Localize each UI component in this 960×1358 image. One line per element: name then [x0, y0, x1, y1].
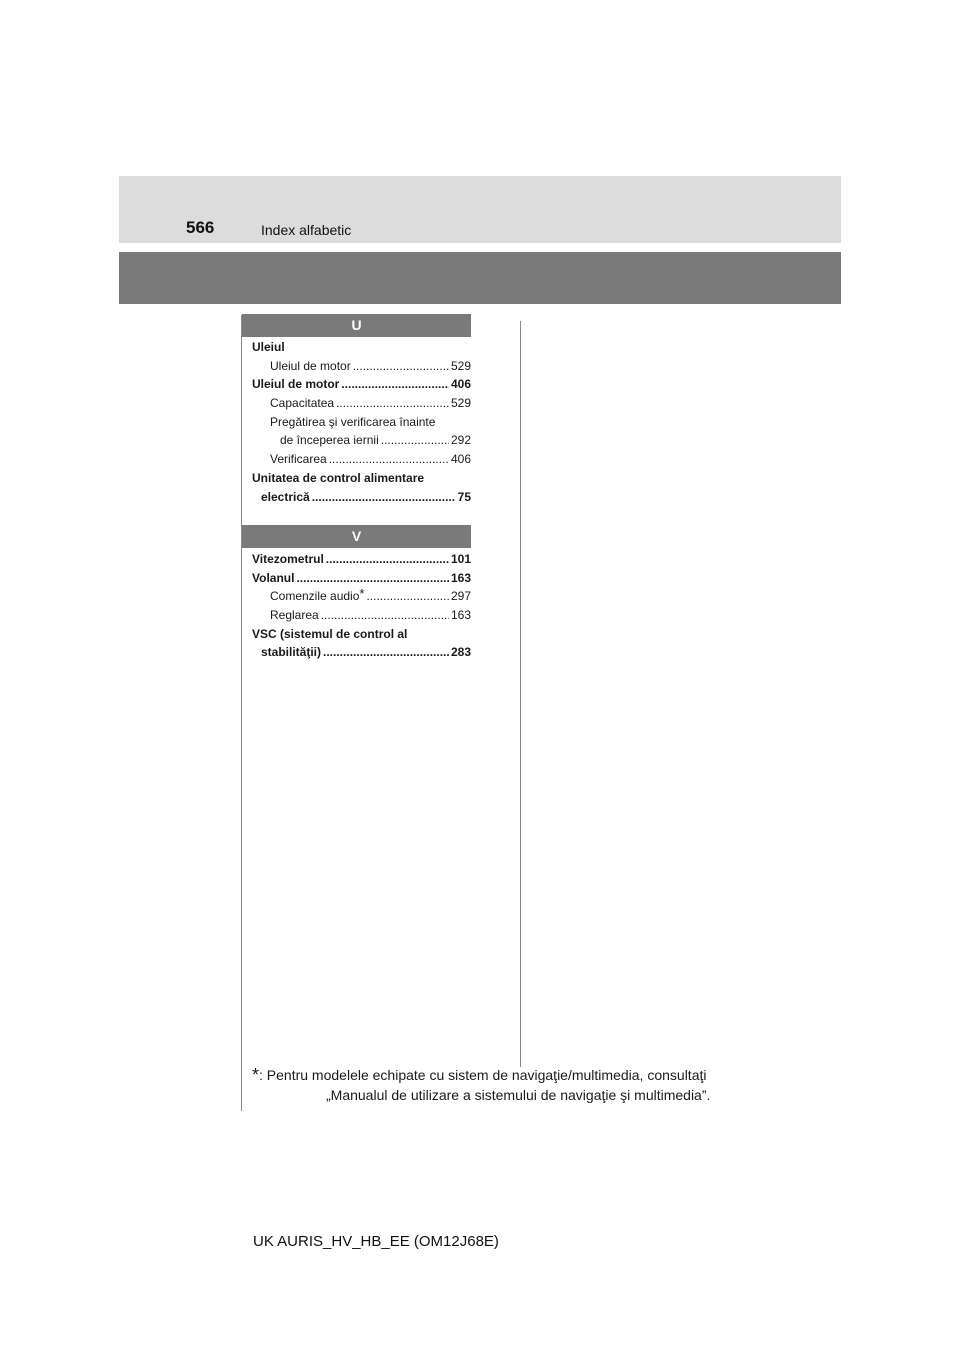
section-u-entries: [252, 338, 471, 506]
dot-leader: [341, 375, 449, 394]
page-ref[interactable]: 163: [450, 608, 471, 623]
entry-text: Uleiul: [252, 340, 285, 354]
index-entry[interactable]: [252, 569, 471, 588]
dot-leader: [366, 587, 449, 606]
page-ref[interactable]: 163: [450, 570, 471, 585]
dot-leader: [326, 550, 449, 569]
page-ref[interactable]: 529: [450, 396, 471, 411]
footnote-mark: *: [359, 587, 365, 602]
index-entry[interactable]: [252, 488, 471, 507]
index-entry[interactable]: [252, 375, 471, 394]
section-header-u: U: [242, 314, 471, 337]
dot-leader: [323, 643, 449, 662]
entry-text: VSC (sistemul de control al: [252, 626, 408, 641]
index-entry[interactable]: [252, 550, 471, 569]
page-title: Index alfabetic: [261, 222, 352, 238]
entry-text: Volanul: [252, 570, 295, 585]
dot-leader: [329, 450, 449, 469]
footnote-text-1: : Pentru modelele echipate cu sistem de navigaţie/multimedia, consultaţi: [259, 1067, 707, 1083]
footnote: [252, 1065, 752, 1105]
dot-leader: [336, 394, 449, 413]
entry-text: Reglarea: [270, 608, 319, 623]
index-entry: [252, 413, 471, 432]
entry-text: Vitezometrul: [252, 552, 324, 566]
index-entry[interactable]: [252, 450, 471, 469]
dot-leader: [353, 357, 449, 376]
entry-text: Uleiul de motor: [270, 358, 351, 373]
dot-leader: [296, 569, 449, 588]
header-dark-band: [119, 252, 841, 304]
entry-text: Pregătirea şi verificarea înainte: [270, 414, 436, 429]
footnote-line-2: „Manualul de utilizare a sistemului de navigaţie şi multimedia”.: [326, 1087, 711, 1103]
index-entry[interactable]: [252, 394, 471, 413]
entry-text: de începerea iernii: [280, 433, 379, 448]
page-ref[interactable]: 406: [450, 377, 471, 392]
entry-text: Uleiul de motor: [252, 377, 340, 392]
index-entry: [252, 625, 471, 644]
index-entry[interactable]: [252, 431, 471, 450]
page-ref[interactable]: 283: [450, 645, 471, 660]
page-ref[interactable]: 297: [450, 589, 471, 604]
index-entry: [252, 469, 471, 488]
page-ref[interactable]: 292: [450, 433, 471, 448]
header-band: [119, 176, 841, 243]
page-ref[interactable]: 101: [450, 552, 471, 566]
index-entry: [252, 338, 471, 357]
index-entry[interactable]: [252, 587, 471, 606]
index-entry[interactable]: [252, 643, 471, 662]
dot-leader: [381, 431, 449, 450]
footnote-line-1: [252, 1065, 752, 1085]
middle-column-rule: [520, 321, 521, 1067]
page-ref[interactable]: 75: [457, 489, 471, 504]
entry-text: stabilităţii): [261, 645, 322, 660]
dot-leader: [321, 606, 449, 625]
left-column-rule: [241, 315, 242, 1111]
entry-text: Capacitatea: [270, 396, 335, 411]
page-number: 566: [186, 218, 215, 237]
entry-text: Unitatea de control alimentare: [252, 470, 425, 485]
index-entry[interactable]: [252, 357, 471, 376]
footnote-star: *: [252, 1065, 260, 1085]
entry-text: Verificarea: [270, 452, 327, 467]
page-ref[interactable]: 406: [450, 452, 471, 467]
page-ref[interactable]: 529: [450, 358, 471, 373]
entry-text: Comenzile audio: [270, 589, 360, 604]
section-header-v: V: [242, 525, 471, 548]
entry-text: electrică: [261, 489, 310, 504]
dot-leader: [312, 488, 456, 507]
index-entry[interactable]: [252, 606, 471, 625]
document-code: UK AURIS_HV_HB_EE (OM12J68E): [253, 1233, 499, 1250]
section-v-entries: [252, 550, 471, 662]
